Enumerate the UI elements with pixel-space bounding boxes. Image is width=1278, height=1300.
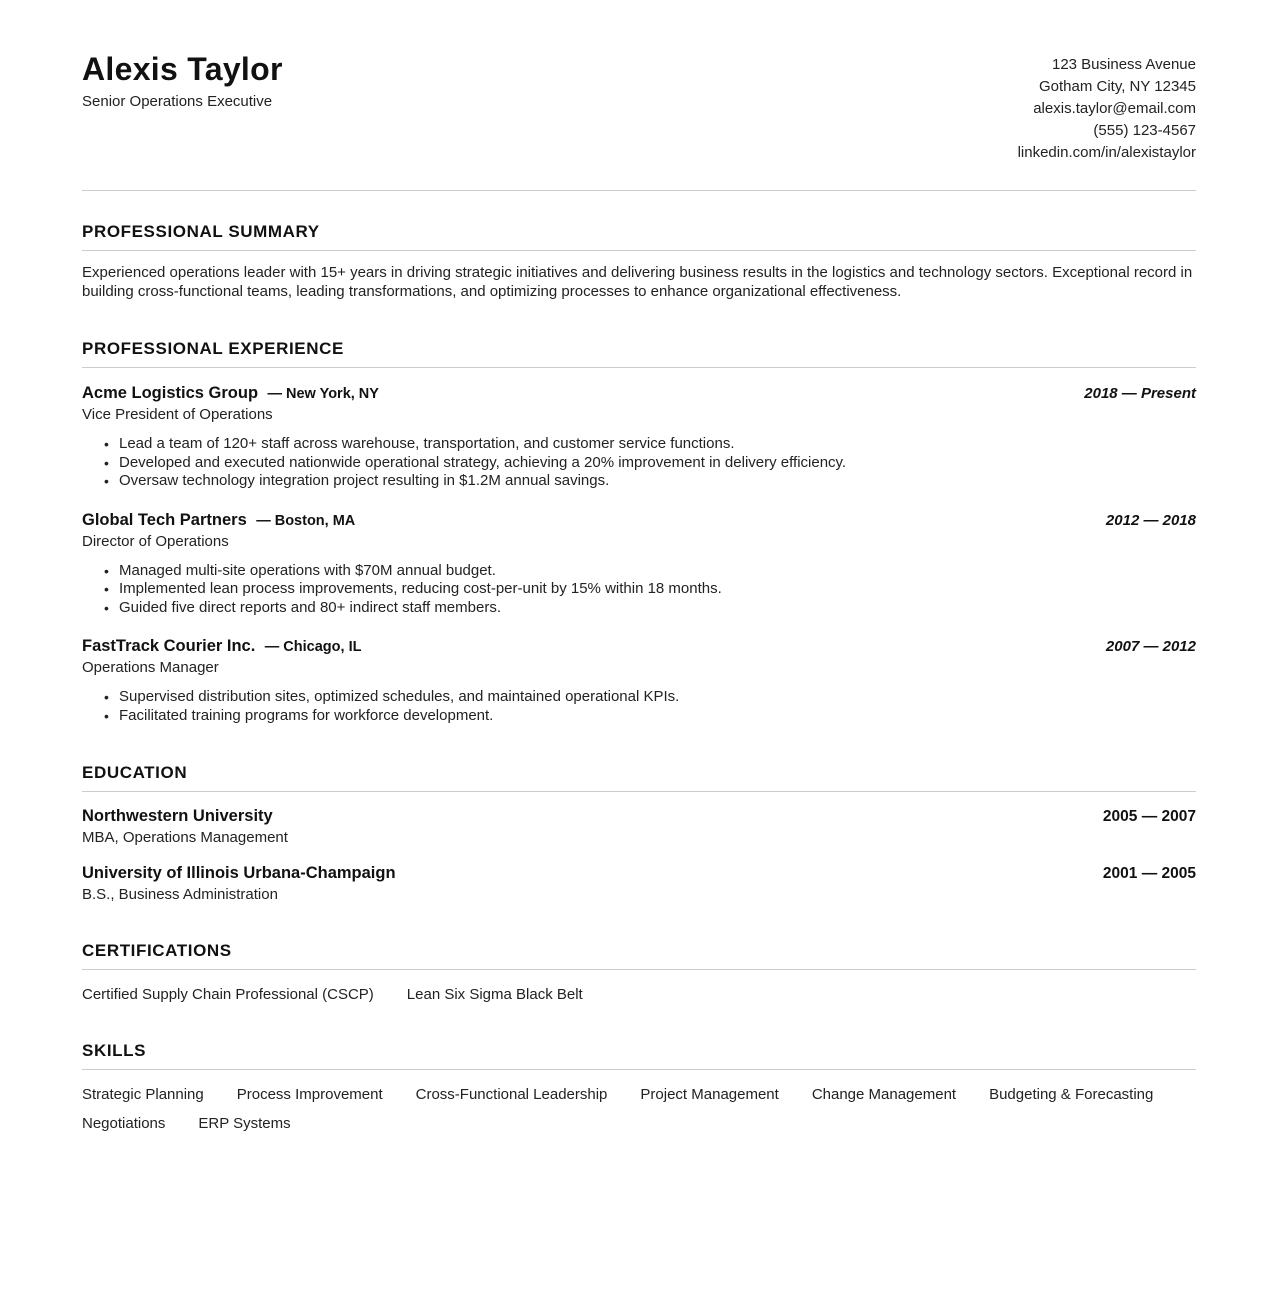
job-location: — Boston, MA [256, 512, 356, 529]
skill-item: Budgeting & Forecasting [989, 1086, 1154, 1103]
summary-heading: PROFESSIONAL SUMMARY [82, 222, 1196, 251]
job-title: Director of Operations [82, 532, 229, 550]
job-title: Vice President of Operations [82, 406, 273, 423]
school-dates: 2001 — 2005 [1102, 865, 1196, 882]
job-header-row [82, 637, 1196, 656]
school-dates: 2005 — 2007 [1102, 808, 1196, 825]
education-entry [82, 807, 1196, 846]
job-bullet: • Implemented lean process improvements, reducing cost-per-unit by 15% within 18 months. [119, 580, 1196, 599]
person-job-title: Senior Operations Executive [82, 93, 273, 111]
job-bullet-list [82, 688, 1196, 725]
job-bullet-list [82, 435, 1196, 491]
skill-item: ERP Systems [198, 1115, 291, 1132]
job-location: — New York, NY [267, 386, 379, 402]
job-company: Global Tech Partners [82, 510, 247, 529]
job-entry [82, 637, 1196, 725]
job-bullet-list [82, 562, 1196, 618]
job-company-line [82, 637, 361, 656]
job-entry [82, 384, 1196, 491]
certifications-heading: CERTIFICATIONS [82, 941, 1196, 970]
job-company-line [82, 384, 379, 403]
contact-line: (555) 123-4567 [1093, 122, 1196, 139]
contact-line: 123 Business Avenue [1051, 56, 1196, 73]
job-header-row [82, 384, 1196, 403]
job-bullet: • Guided five direct reports and 80+ indirect staff members. [119, 599, 1196, 618]
job-company: Acme Logistics Group [82, 384, 259, 402]
summary-text: Experienced operations leader with 15+ years in driving strategic initiatives and delivering business results in the logistics and technology sectors. Exceptional record in building cross-functional teams, leading transformations, and optimizing processes to enhance organizational effectiveness. [82, 264, 1193, 300]
skill-item: Strategic Planning [82, 1086, 204, 1103]
job-entry [82, 511, 1196, 618]
certifications-list [82, 986, 1196, 1003]
contact-block [1018, 52, 1196, 164]
skill-item: Cross-Functional Leadership [415, 1086, 608, 1103]
section-professional-experience [82, 339, 1196, 725]
skill-item: Process Improvement [236, 1086, 383, 1103]
certification-item: Certified Supply Chain Professional (CSCP) [82, 986, 374, 1003]
education-header-row [82, 807, 1196, 826]
section-professional-summary [82, 222, 1196, 301]
contact-line: alexis.taylor@email.com [1033, 100, 1196, 117]
job-dates: 2007 — 2012 [1105, 638, 1196, 655]
section-education [82, 763, 1196, 903]
education-header-row [82, 864, 1196, 883]
school-name: Northwestern University [82, 807, 273, 825]
contact-line: linkedin.com/in/alexistaylor [1017, 144, 1196, 161]
contact-line: Gotham City, NY 12345 [1038, 78, 1196, 95]
job-location: — Chicago, IL [264, 639, 362, 655]
person-name: Alexis Taylor [82, 51, 283, 87]
section-certifications [82, 941, 1196, 1003]
job-company: FastTrack Courier Inc. [82, 637, 256, 655]
school-degree: MBA, Operations Management [82, 829, 288, 846]
skill-item: Negotiations [82, 1115, 166, 1132]
education-heading: EDUCATION [82, 763, 1196, 792]
job-bullet: • Lead a team of 120+ staff across warehouse, transportation, and customer service functions. [119, 435, 1196, 454]
job-dates: 2012 — 2018 [1105, 511, 1196, 529]
school-degree: B.S., Business Administration [82, 886, 278, 903]
skills-heading: SKILLS [82, 1041, 1196, 1070]
skill-item: Project Management [640, 1086, 779, 1103]
section-skills [82, 1041, 1196, 1132]
job-bullet: • Facilitated training programs for workforce development. [119, 707, 1196, 726]
job-bullet: • Developed and executed nationwide operational strategy, achieving a 20% improvement in delivery efficiency. [119, 454, 1196, 473]
job-title: Operations Manager [82, 659, 219, 676]
education-entry [82, 864, 1196, 903]
job-bullet: • Supervised distribution sites, optimized schedules, and maintained operational KPIs. [119, 688, 1196, 707]
experience-heading: PROFESSIONAL EXPERIENCE [82, 339, 1196, 368]
job-company-line [82, 511, 355, 530]
identity-block [82, 52, 283, 110]
resume-header [82, 52, 1196, 191]
skill-item: Change Management [811, 1086, 957, 1103]
skills-list [82, 1086, 1196, 1132]
certification-item: Lean Six Sigma Black Belt [406, 986, 583, 1003]
job-bullet: • Managed multi-site operations with $70M annual budget. [119, 562, 1196, 581]
school-name: University of Illinois Urbana-Champaign [82, 864, 396, 882]
job-dates: 2018 — Present [1084, 385, 1196, 402]
job-bullet: • Oversaw technology integration project resulting in $1.2M annual savings. [119, 472, 1196, 491]
job-header-row [82, 511, 1196, 530]
